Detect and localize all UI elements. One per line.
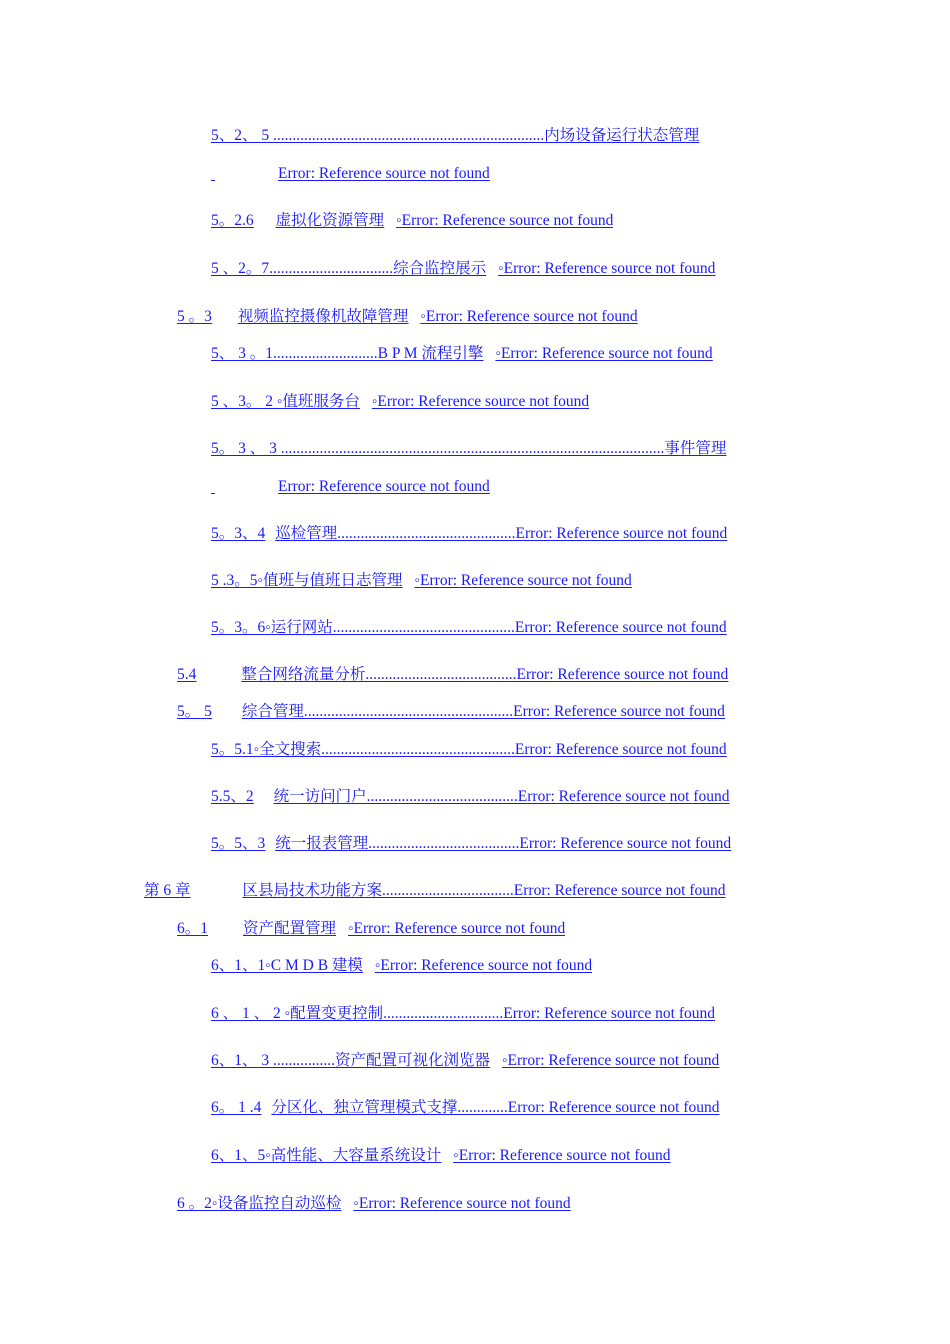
toc-page-ref: Error: Reference source not found [514, 741, 727, 758]
toc-leader-dots: ................ [273, 1052, 336, 1069]
toc-entry[interactable] [211, 524, 769, 544]
toc-entry-number: 5 。3 [177, 308, 212, 325]
toc-tab-mark: ◦ [453, 1147, 459, 1164]
toc-entry[interactable] [211, 956, 592, 976]
toc-entry-title: 区县局技术功能方案 [242, 882, 383, 899]
toc-entry-title: 统一访问门户 [273, 788, 367, 805]
toc-entry-title: 综合管理 [241, 703, 304, 720]
toc-entry[interactable] [211, 126, 769, 146]
toc-entry[interactable] [177, 919, 565, 939]
toc-entry[interactable] [211, 571, 632, 591]
toc-entry-title: 资产配置可视化浏览器 [335, 1052, 491, 1069]
toc-page-ref: Error: Reference source not found [503, 1005, 716, 1022]
toc-tab-mark: ◦ [284, 1005, 291, 1022]
toc-entry-title: 资产配置管理 [243, 920, 337, 937]
toc-entry[interactable] [211, 787, 769, 807]
toc-tab-mark: ◦ [353, 1195, 359, 1212]
toc-page-ref: Error: Reference source not found [401, 212, 614, 229]
toc-entry-number: 6。 1 .4 [211, 1099, 262, 1116]
toc-entry[interactable] [211, 1146, 671, 1166]
toc-tab-mark: ◦ [414, 572, 421, 589]
toc-page-ref: Error: Reference source not found [358, 1195, 571, 1212]
toc-leader-dots: ........................... [273, 345, 378, 362]
toc-entry-title: 值班服务台 [282, 393, 360, 410]
toc-entry-title: 统一报表管理 [275, 835, 369, 852]
toc-tab-mark: ◦ [276, 393, 283, 410]
toc-leader-dots: ................................................................................................... [280, 440, 665, 457]
toc-tab-mark: ◦ [265, 957, 271, 974]
toc-entry-number: 5 .3。5 [211, 572, 258, 589]
toc-tab-mark: ◦ [265, 1147, 271, 1164]
toc-tab-mark: ◦ [211, 1195, 218, 1212]
toc-tab-mark: ◦ [348, 920, 354, 937]
toc-entry[interactable] [211, 1004, 769, 1024]
toc-entry-title: 配置变更控制 [290, 1005, 384, 1022]
toc-page-ref: Error: Reference source not found [458, 1147, 671, 1164]
toc-entry-title: 内场设备运行状态管理 [544, 127, 700, 144]
toc-entry-title: 运行网站 [270, 619, 333, 636]
toc-entry-title: 分区化、独立管理模式支撑 [271, 1099, 458, 1116]
toc-entry-number: 5。5.1 [211, 741, 254, 758]
toc-leader-dots: .............................................. [337, 525, 516, 542]
toc-entry-title: 事件管理 [664, 440, 727, 457]
toc-entry[interactable] [177, 307, 638, 327]
toc-chapter-entry[interactable] [144, 881, 769, 901]
toc-entry[interactable] [211, 1051, 769, 1071]
toc-leader-dots: ....................................... [365, 666, 517, 683]
toc-entry-title: C M D B 建模 [270, 957, 363, 974]
toc-entry[interactable] [211, 259, 769, 279]
toc-entry[interactable] [211, 392, 589, 412]
toc-leader-dots: ............................... [383, 1005, 504, 1022]
toc-entry-number: 5。 3 、 3 [211, 440, 281, 457]
toc-page-ref: Error: Reference source not found [519, 835, 732, 852]
toc-entry-page[interactable] [211, 164, 490, 184]
toc-leader-dots: ...................................................................... [273, 127, 545, 144]
toc-entry-number: 5。 5 [177, 703, 212, 720]
toc-entry-number: 5 、2。7 [211, 260, 270, 277]
toc-entry-number: 5 、3。 2 [211, 393, 277, 410]
toc-entry[interactable] [177, 702, 769, 722]
toc-page-ref: Error: Reference source not found [500, 345, 713, 362]
toc-page-ref: Error: Reference source not found [515, 525, 728, 542]
toc-page-ref: Error: Reference source not found [507, 1099, 720, 1116]
toc-page-ref: Error: Reference source not found [380, 957, 593, 974]
toc-entry-number: 6、1、1 [211, 957, 266, 974]
toc-entry[interactable] [177, 1194, 571, 1214]
toc-page-ref: Error: Reference source not found [514, 619, 727, 636]
toc-entry[interactable] [211, 1098, 769, 1118]
toc-tab-mark: ◦ [495, 345, 501, 362]
toc-tab-mark: ◦ [396, 212, 402, 229]
toc-entry-title: 高性能、大容量系统设计 [270, 1147, 442, 1164]
toc-entry-title: 虚拟化资源管理 [275, 212, 385, 229]
toc-tab-mark: ◦ [371, 393, 378, 410]
toc-entry-title: 整合网络流量分析 [241, 666, 366, 683]
toc-entry-title: 综合监控展示 [393, 260, 487, 277]
toc-page-ref: Error: Reference source not found [513, 882, 726, 899]
toc-entry-title: 全文搜索 [259, 741, 322, 758]
toc-entry-number: 5、 3 。1 [211, 345, 274, 362]
toc-entry[interactable] [211, 740, 769, 760]
toc-entry[interactable] [211, 344, 769, 364]
toc-leader-dots: ...................................................... [303, 703, 514, 720]
toc-entry[interactable] [211, 439, 769, 459]
toc-entry-number: 6 、 1 、 2 [211, 1005, 285, 1022]
toc-entry-title: 设备监控自动巡检 [217, 1195, 342, 1212]
toc-entry-number: 5。5、3 [211, 835, 266, 852]
toc-page-ref: Error: Reference source not found [516, 666, 729, 683]
toc-entry[interactable] [211, 618, 769, 638]
toc-entry-number: 5。2.6 [211, 212, 254, 229]
toc-page-ref: Error: Reference source not found [278, 478, 490, 495]
toc-entry[interactable] [211, 211, 613, 231]
toc-entry-number: 5。3。6 [211, 619, 266, 636]
toc-tab-mark: ◦ [265, 619, 271, 636]
toc-page-ref: Error: Reference source not found [425, 308, 638, 325]
toc-entry-number: 6、1、 3 [211, 1052, 274, 1069]
toc-page-ref: Error: Reference source not found [353, 920, 566, 937]
toc-leader-dots: .................................................. [321, 741, 515, 758]
toc-tab-mark: ◦ [253, 741, 260, 758]
toc-tab-mark: ◦ [498, 260, 504, 277]
toc-entry-number: 5、2、 5 [211, 127, 274, 144]
toc-page-ref: Error: Reference source not found [513, 703, 725, 720]
toc-tab-mark: ◦ [420, 308, 426, 325]
toc-entry-title: 视频监控摄像机故障管理 [237, 308, 409, 325]
toc-entry-title: 值班与值班日志管理 [263, 572, 403, 589]
toc-leader-dots: .................................. [382, 882, 514, 899]
toc-entry-number: 5.5、2 [211, 788, 254, 805]
toc-page-ref: Error: Reference source not found [507, 1052, 720, 1069]
toc-leader-dots: ................................ [269, 260, 394, 277]
toc-leader-dots: ............................................... [332, 619, 515, 636]
toc-tab-mark: ◦ [257, 572, 264, 589]
toc-entry[interactable] [177, 665, 769, 685]
toc-entry[interactable] [211, 834, 769, 854]
toc-page-ref: Error: Reference source not found [503, 260, 716, 277]
toc-tab-mark: ◦ [374, 957, 381, 974]
toc-entry-number: 6。1 [177, 920, 209, 937]
toc-page-ref: Error: Reference source not found [420, 572, 632, 589]
toc-entry-number: 第 6 章 [144, 882, 191, 899]
toc-entry-page[interactable] [211, 477, 490, 497]
toc-page-ref: Error: Reference source not found [278, 165, 490, 182]
toc-leader-dots: ............. [457, 1099, 508, 1116]
toc-entry-number: 6 。2 [177, 1195, 212, 1212]
toc-leader-dots: ....................................... [366, 788, 518, 805]
toc-leader-dots: ....................................... [368, 835, 520, 852]
toc-entry-number: 5.4 [177, 666, 197, 683]
toc-entry-number: 6、1、5 [211, 1147, 266, 1164]
toc-page-ref: Error: Reference source not found [517, 788, 730, 805]
toc-entry-number: 5。3、4 [211, 525, 266, 542]
toc-tab-mark: ◦ [502, 1052, 508, 1069]
toc-entry-title: B P M 流程引擎 [377, 345, 484, 362]
toc-page-ref: Error: Reference source not found [377, 393, 590, 410]
toc-entry-title: 巡检管理 [275, 525, 338, 542]
